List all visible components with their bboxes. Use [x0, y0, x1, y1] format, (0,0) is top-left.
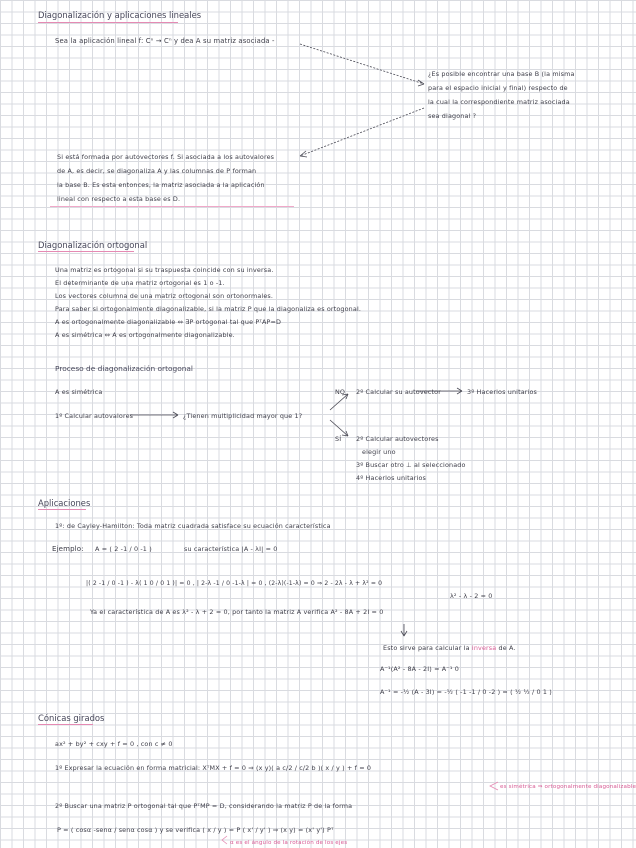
section-title-applications: Aplicaciones: [38, 498, 91, 508]
determinant-result: λ² - λ - 2 = 0: [450, 592, 493, 600]
question-line: para el espacio inicial y final) respecto de: [428, 84, 568, 92]
inverse-highlight: inversa: [471, 644, 497, 652]
process-no-end: 3º Hacerlos unitarios: [467, 388, 538, 396]
question-line: ¿Es posible encontrar una base B (la misma: [428, 70, 575, 78]
ortho-line: Una matriz es ortogonal si su traspuesta coincide con su inversa.: [55, 266, 274, 274]
answer-line: de A, es decir, se diagonaliza A y las columnas de P forman: [57, 167, 257, 175]
title-underline: [38, 251, 134, 252]
question-line: sea diagonal ?: [428, 112, 477, 120]
process-no-step: 2º Calcular su autovector: [356, 388, 441, 396]
answer-line: Si está formada por autovectores f. Si asociada a los autovalores: [57, 153, 275, 161]
ortho-line: Los vectores columna de una matriz ortogonal son ortonormales.: [55, 292, 274, 300]
ortho-line: A es ortogonalmente diagonalizable ⇔ ∃P ortogonal tal que PᵀAP=D: [55, 318, 282, 326]
process-step-1: 1º Calcular autovalores: [55, 412, 134, 420]
process-si-step: 3º Buscar otro ⊥ al seleccionado: [356, 461, 466, 469]
title-underline: [38, 509, 86, 510]
matrix-definition: A = ( 2 -1 / 0 -1 ): [95, 545, 152, 553]
ortho-line: A es simétrica ⇔ A es ortogonalmente diagonalizable.: [55, 331, 235, 339]
inverse-note: [383, 644, 516, 652]
determinant-equation: |( 2 -1 / 0 -1 ) - λ( 1 0 / 0 1 )| = 0 , | 2-λ -1 / 0 -1-λ | = 0 , (2-λ)(-1-λ) = 0 ⇒ 2 - 2λ - λ + λ² = 0: [86, 580, 383, 587]
ortho-line: Para saber si ortogonalmente diagonalizable, si la matriz P que la diagonaliza es ortogonal.: [55, 305, 362, 313]
process-si-step: 4º Hacerlos unitarios: [356, 474, 427, 482]
section-title-orthogonal: Diagonalización ortogonal: [38, 240, 148, 250]
rotation-matrix: P = ( cosα -senα / senα cosα ) y se verifica ( x / y ) = P ( x' / y' ) ⇒ (x y) = (x' y') Pᵀ: [57, 826, 334, 834]
title-underline: [38, 22, 178, 23]
process-si-step: 2º Calcular autovectores: [356, 435, 439, 443]
answer-divider: [50, 206, 294, 207]
ortho-line: El determinante de una matriz ortogonal es 1 o -1.: [55, 279, 225, 287]
title-underline: [38, 724, 93, 725]
answer-line: lineal con respecto a esta base es D.: [57, 195, 181, 203]
inverse-calc-1: A⁻¹(A² - 8A - 2I) = A⁻¹ 0: [380, 665, 459, 673]
conic-step-1: 1º Expresar la ecuación en forma matricial: XᵀMX + f = 0 ⇒ (x y)( a c/2 / c/2 b )( x / y ) + f = 0: [55, 764, 372, 772]
example-label: Ejemplo:: [52, 545, 84, 553]
characteristic-label: su característica |A - λI| = 0: [184, 545, 278, 553]
process-title: Proceso de diagonalización ortogonal: [55, 364, 193, 373]
theorem-line: 1º: de Cayley-Hamilton: Toda matriz cuadrada satisface su ecuación característica: [55, 522, 331, 530]
conic-equation: ax² + by² + cxy + f = 0 , con c ≠ 0: [55, 740, 173, 748]
section-title-diagonalization: Diagonalización y aplicaciones lineales: [38, 10, 202, 20]
section-title-conics: Cónicas girados: [38, 713, 105, 723]
intro-line: Sea la aplicación lineal f: Cⁿ → Cⁿ y dea A su matriz asociada -: [55, 37, 275, 45]
process-si-label: SÍ: [335, 435, 342, 443]
rotation-angle-note: α es el ángulo de la rotación de los ejes: [230, 840, 348, 846]
question-line: la cual la correspondiente matriz asociada: [428, 98, 570, 106]
process-no-label: NO: [335, 388, 346, 396]
conic-step-2: 2º Buscar una matriz P ortogonal tal que PᵀMP = D, considerando la matriz P de la forma: [55, 802, 353, 810]
symmetric-note: es simétrica ⇒ ortogonalmente diagonalizable: [500, 784, 636, 790]
inverse-note-text: Esto sirve para calcular la inversa de A.: [383, 644, 516, 652]
inverse-calc-2: A⁻¹ = -½ (A - 3I) = -½ ( -1 -1 / 0 -2 ) = ( ½ ½ / 0 1 ): [380, 688, 552, 696]
answer-line: la base B. Es esta entonces, la matriz asociada a la aplicación: [57, 181, 265, 189]
process-step-a: A es simétrica: [55, 388, 103, 396]
process-si-step: elegir uno: [362, 448, 396, 456]
process-question: ¿Tienen multiplicidad mayor que 1?: [183, 412, 303, 420]
characteristic-line: Ya el característica de A es λ² - λ + 2 = 0, por tanto la matriz A verifica A² - 8A + 2I = 0: [90, 608, 384, 616]
